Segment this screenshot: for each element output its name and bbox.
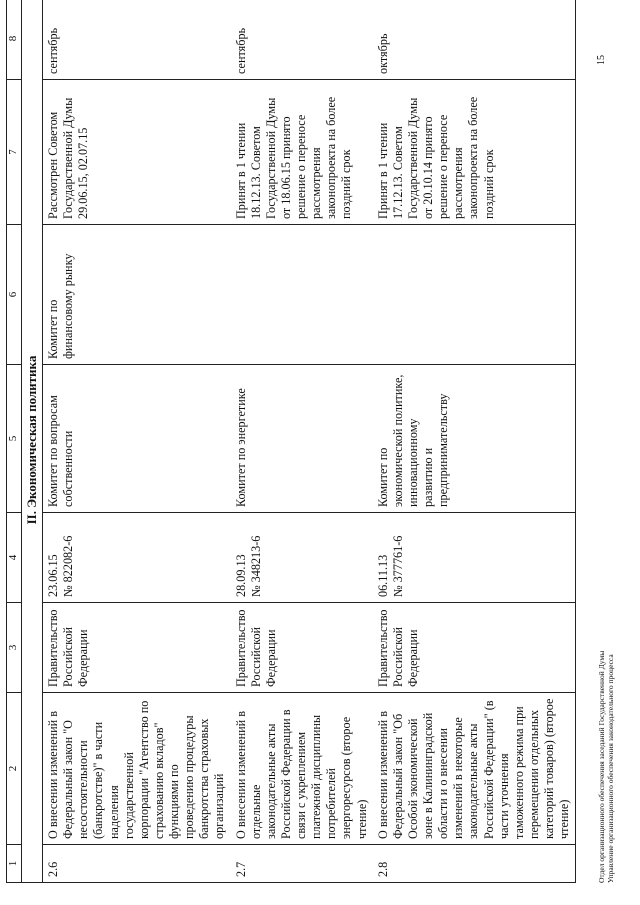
page-footer — [597, 651, 615, 883]
bill-title: О внесении изменений в Федеральный закон "Об Особой экономической зоне в Калининградской области и о внесении изменений в некоторые законодательные акты Российской Федерации" (в части уточнения таможенного режима при перемещении отдельных категорий товаров) (второе чтение) — [373, 693, 576, 845]
bill-status: Рассмотрен Советом Государственной Думы 29.06.15, 02.07.15 — [43, 80, 231, 225]
planned-month: сентябрь — [231, 0, 373, 80]
page-number: 15 — [596, 55, 607, 65]
section-title: II. Экономическая политика — [22, 0, 43, 883]
bills-table — [6, 0, 576, 883]
column-number: 2 — [7, 693, 22, 845]
column-number: 4 — [7, 513, 22, 603]
bill-author: Правительство Российской Федерации — [373, 603, 576, 693]
table-row — [373, 0, 576, 883]
co-committee: Комитет по финансовому рынку — [43, 225, 231, 365]
table-row — [231, 0, 373, 883]
planned-month: октябрь — [373, 0, 576, 80]
column-number: 7 — [7, 80, 22, 225]
row-number: 2.8 — [373, 845, 576, 883]
column-number: 8 — [7, 0, 22, 80]
bill-title: О внесении изменений в Федеральный закон "О несостоятельности (банкротстве)" в части наделения государственной корпорации "Агентство по страхованию вкладов" функциями по проведению процедуры банкротства страховых организаций — [43, 693, 231, 845]
registration-info: 06.11.13 № 377761-6 — [373, 513, 576, 603]
responsible-committee: Комитет по вопросам собственности — [43, 365, 231, 513]
column-number: 6 — [7, 225, 22, 365]
bill-title: О внесении изменений в отдельные законодательные акты Российской Федерации в связи с укреплением платежной дисциплины потребителей энергоресурсов (второе чтение) — [231, 693, 373, 845]
footer-directorate: Управление организационного обеспечения законодательного процесса — [606, 654, 615, 883]
responsible-committee: Комитет по экономической политике, инновационному развитию и предпринимательству — [373, 365, 576, 513]
table-row — [43, 0, 231, 883]
responsible-committee: Комитет по энергетике — [231, 365, 373, 513]
column-number: 5 — [7, 365, 22, 513]
planned-month: сентябрь — [43, 0, 231, 80]
registration-info: 28.09.13 № 348213-6 — [231, 513, 373, 603]
co-committee — [373, 225, 576, 365]
row-number: 2.6 — [43, 845, 231, 883]
bill-author: Правительство Российской Федерации — [231, 603, 373, 693]
column-number: 1 — [7, 845, 22, 883]
registration-info: 23.06.15 № 822082-6 — [43, 513, 231, 603]
section-header-row — [22, 0, 43, 883]
bill-status: Принят в 1 чтении 18.12.13. Советом Государственной Думы от 18.06.15 принято решение о переносе рассмотрения законопроекта на более поздний срок — [231, 80, 373, 225]
footer-department: Отдел организационного обеспечения заседаний Государственной Думы — [597, 650, 606, 883]
column-number-row — [7, 0, 22, 883]
bill-status: Принят в 1 чтении 17.12.13. Советом Государственной Думы от 20.10.14 принято решение о переносе рассмотрения законопроекта на более поздний срок — [373, 80, 576, 225]
bill-author: Правительство Российской Федерации — [43, 603, 231, 693]
column-number: 3 — [7, 603, 22, 693]
row-number: 2.7 — [231, 845, 373, 883]
co-committee — [231, 225, 373, 365]
